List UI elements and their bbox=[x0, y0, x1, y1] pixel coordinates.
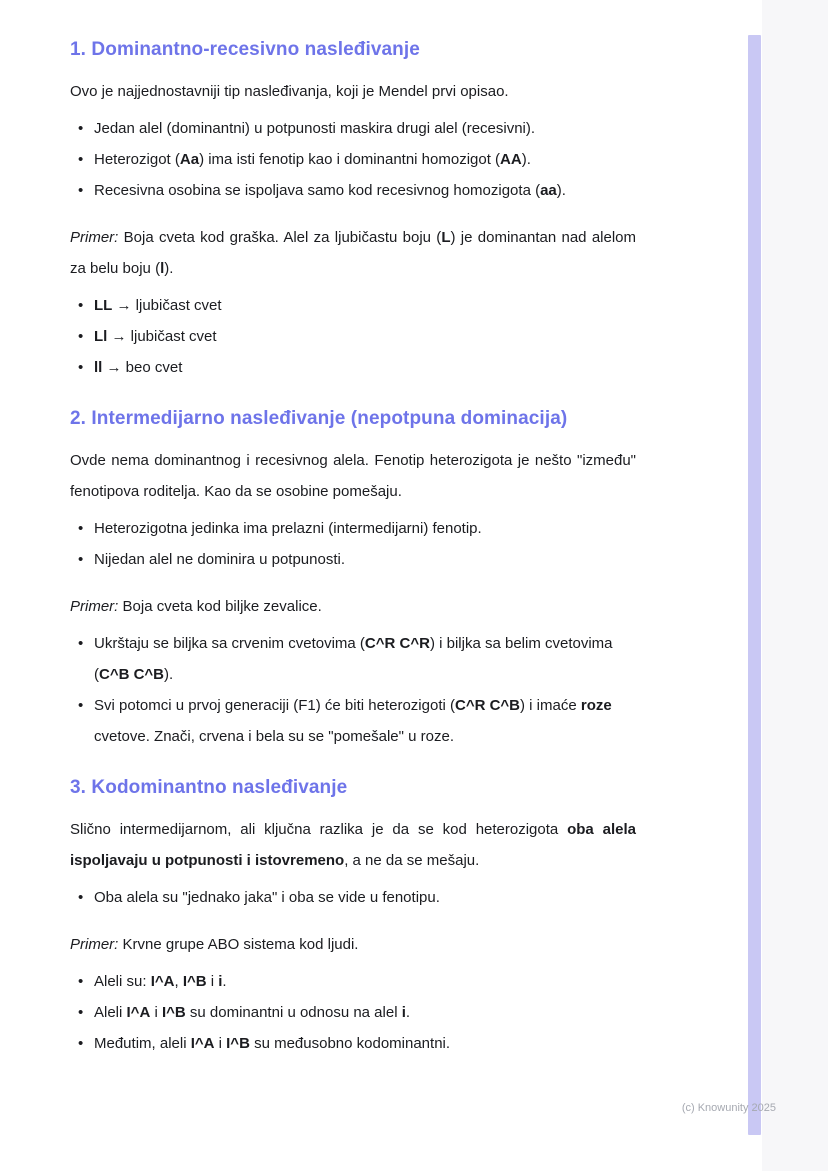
text-run-bold: I^A bbox=[190, 1035, 215, 1052]
text-run: → beo cvet bbox=[102, 359, 183, 376]
text-run: → ljubičast cvet bbox=[112, 297, 222, 314]
paragraph bbox=[70, 591, 636, 622]
bullet-list bbox=[70, 513, 636, 575]
bullet-list bbox=[70, 113, 636, 206]
list-item bbox=[94, 175, 636, 206]
section-heading: 2. Intermedijarno nasleđivanje (nepotpuna dominacija) bbox=[70, 408, 568, 429]
paragraph bbox=[70, 445, 636, 507]
text-run-italic: Primer: bbox=[70, 598, 119, 615]
text-run: ) je dominantan nad alelom za belu boju ( bbox=[70, 229, 637, 277]
paragraph bbox=[70, 814, 636, 876]
text-run: , bbox=[174, 973, 183, 990]
text-run-bold: ll bbox=[94, 359, 103, 376]
text-run: i bbox=[150, 1004, 162, 1021]
list-item bbox=[94, 882, 636, 913]
text-run: ) i biljka sa belim cvetovima ( bbox=[94, 635, 613, 683]
text-run-bold: aa bbox=[540, 182, 557, 199]
text-run: Krvne grupe ABO sistema kod ljudi. bbox=[118, 936, 359, 953]
paragraph bbox=[70, 929, 636, 960]
text-run-bold: C^B C^B bbox=[99, 666, 165, 683]
text-run-bold: AA bbox=[500, 151, 522, 168]
text-run: su dominantni u odnosu na alel bbox=[185, 1004, 402, 1021]
list-item bbox=[94, 513, 636, 544]
paragraph bbox=[70, 76, 636, 107]
list-item bbox=[94, 690, 636, 752]
text-run: Heterozigot ( bbox=[94, 151, 180, 168]
text-run: Svi potomci u prvoj generaciji (F1) će biti heterozigoti ( bbox=[94, 697, 455, 714]
bullet-list bbox=[70, 966, 636, 1059]
text-run: Aleli bbox=[94, 1004, 127, 1021]
section-heading: 1. Dominantno-recesivno nasleđivanje bbox=[70, 39, 420, 60]
text-run: ) i imaće bbox=[520, 697, 581, 714]
text-run: ). bbox=[164, 260, 174, 277]
text-run: Ukrštaju se biljka sa crvenim cvetovima ( bbox=[94, 635, 365, 652]
text-run: . bbox=[405, 1004, 411, 1021]
list-item bbox=[94, 113, 636, 144]
text-run: su međusobno kodominantni. bbox=[249, 1035, 451, 1052]
text-run: Nijedan alel ne dominira u potpunosti. bbox=[94, 551, 345, 568]
list-item bbox=[94, 290, 636, 321]
text-run: → ljubičast cvet bbox=[107, 328, 217, 345]
section-heading: 3. Kodominantno nasleđivanje bbox=[70, 777, 348, 798]
text-run: , a ne da se mešaju. bbox=[344, 852, 480, 869]
text-run-italic: Primer: bbox=[70, 229, 119, 246]
text-run-bold: l bbox=[160, 260, 165, 277]
text-run-bold: Aa bbox=[179, 151, 200, 168]
text-run-bold: Ll bbox=[94, 328, 108, 345]
text-run: Ovo je najjednostavniji tip nasleđivanja, koji je Mendel prvi opisao. bbox=[70, 83, 509, 100]
paragraph bbox=[70, 222, 636, 284]
list-item bbox=[94, 628, 636, 690]
text-run: Boja cveta kod graška. Alel za ljubičastu boju ( bbox=[118, 229, 442, 246]
text-run-bold: C^R C^B bbox=[454, 697, 521, 714]
list-item bbox=[94, 352, 636, 383]
bullet-list bbox=[70, 628, 636, 752]
list-item bbox=[94, 544, 636, 575]
text-run: Oba alela su "jednako jaka" i oba se vide u fenotipu. bbox=[94, 889, 440, 906]
text-run: Aleli su: bbox=[94, 973, 151, 990]
text-run: Boja cveta kod biljke zevalice. bbox=[118, 598, 322, 615]
text-run-italic: Primer: bbox=[70, 936, 119, 953]
text-run-bold: I^A bbox=[126, 1004, 151, 1021]
text-run: ). bbox=[521, 151, 531, 168]
text-run: Heterozigotna jedinka ima prelazni (intermedijarni) fenotip. bbox=[94, 520, 482, 537]
text-run: Slično intermedijarnom, ali ključna razlika je da se kod heterozigota bbox=[70, 821, 568, 838]
text-run: Ovde nema dominantnog i recesivnog alela. Fenotip heterozigota je nešto "između" fenotipova roditelja. Kao da se osobine pomešaju. bbox=[70, 452, 636, 500]
text-run-bold: LL bbox=[94, 297, 113, 314]
document-content bbox=[70, 38, 636, 1075]
list-item bbox=[94, 1028, 636, 1059]
list-item bbox=[94, 144, 636, 175]
list-item bbox=[94, 966, 636, 997]
text-run: ). bbox=[556, 182, 566, 199]
text-run-bold: roze bbox=[580, 697, 612, 714]
text-run-bold: oba alela ispoljavaju u potpunosti i istovremeno bbox=[70, 821, 636, 869]
text-run-bold: I^B bbox=[182, 973, 207, 990]
text-run: Recesivna osobina se ispoljava samo kod recesivnog homozigota ( bbox=[94, 182, 541, 199]
text-run: i bbox=[214, 1035, 227, 1052]
bullet-list bbox=[70, 882, 636, 913]
page-edge-ribbon bbox=[748, 35, 761, 1135]
text-run: ) ima isti fenotip kao i dominantni homozigot ( bbox=[199, 151, 501, 168]
text-run: Jedan alel (dominantni) u potpunosti maskira drugi alel (recesivni). bbox=[94, 120, 536, 137]
list-item bbox=[94, 321, 636, 352]
text-run: cvetove. Znači, crvena i bela su se "pomešale" u roze. bbox=[94, 728, 454, 745]
copyright-notice: (c) Knowunity 2025 bbox=[681, 1102, 776, 1114]
text-run-bold: i bbox=[401, 1004, 406, 1021]
text-run-bold: i bbox=[218, 973, 223, 990]
text-run-bold: L bbox=[441, 229, 451, 246]
text-run: Međutim, aleli bbox=[94, 1035, 191, 1052]
text-run-bold: C^R C^R bbox=[364, 635, 430, 652]
text-run-bold: I^B bbox=[161, 1004, 186, 1021]
list-item bbox=[94, 997, 636, 1028]
text-run: . bbox=[222, 973, 227, 990]
text-run-bold: I^A bbox=[150, 973, 175, 990]
text-run: i bbox=[206, 973, 219, 990]
bullet-list bbox=[70, 290, 636, 383]
text-run-bold: I^B bbox=[226, 1035, 250, 1052]
page-right-margin bbox=[762, 0, 828, 1171]
text-run: ). bbox=[164, 666, 174, 683]
